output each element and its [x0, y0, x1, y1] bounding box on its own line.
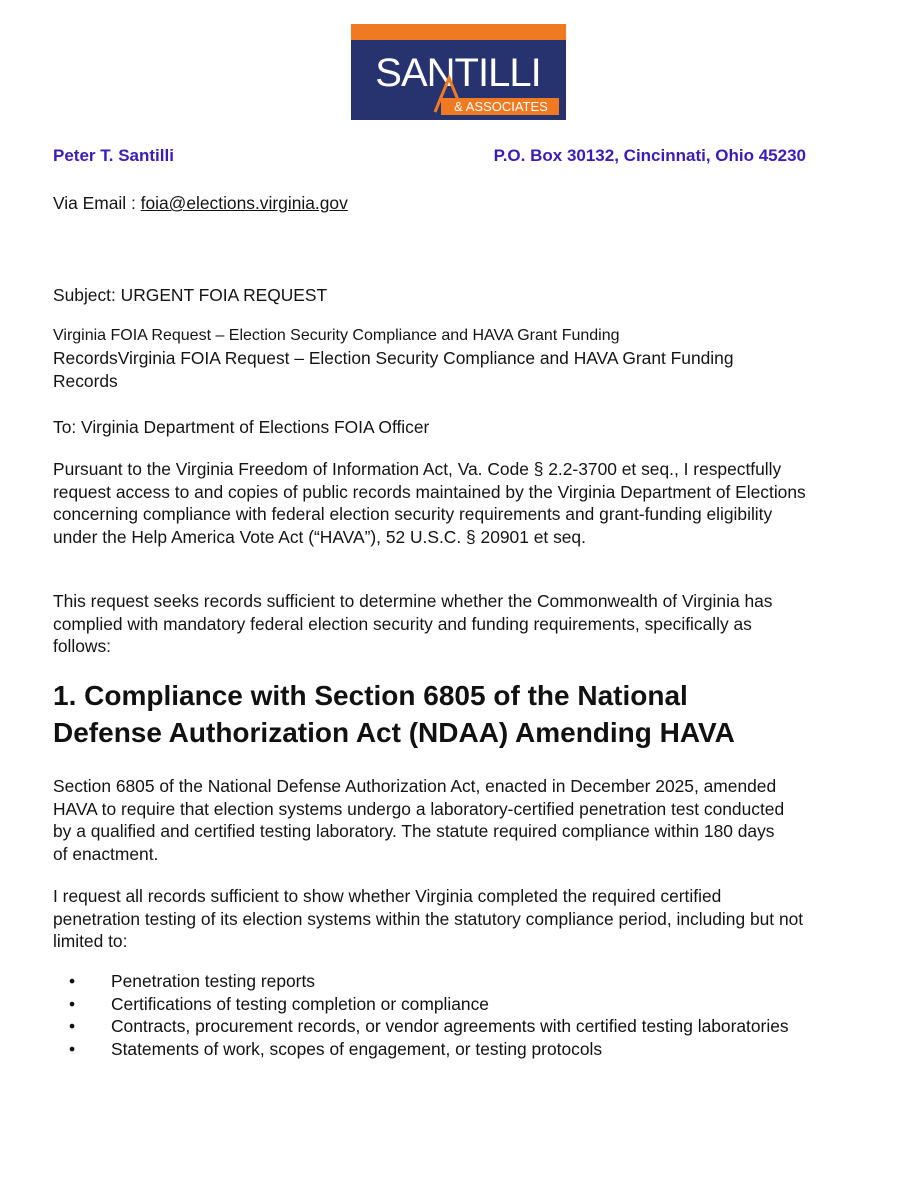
request-title-line-1: Virginia FOIA Request – Election Security Compliance and HAVA Grant Funding [53, 327, 620, 344]
records-request-paragraph: I request all records sufficient to show whether Virginia completed the required certified penetration testing of its election systems within the statutory compliance period, including but not limited to: [53, 886, 804, 951]
via-email-label: Via Email : [53, 193, 141, 213]
logo-artwork [351, 24, 566, 120]
email-link[interactable]: foia@elections.virginia.gov [140, 193, 348, 213]
bullet-text: Certifications of testing completion or compliance [111, 993, 489, 1014]
sender-address: P.O. Box 30132, Cincinnati, Ohio 45230 [493, 146, 806, 165]
sender-name: Peter T. Santilli [53, 146, 174, 165]
request-title-line-2: RecordsVirginia FOIA Request – Election Security Compliance and HAVA Grant Funding [53, 348, 734, 368]
scope-paragraph: This request seeks records sufficient to determine whether the Commonwealth of Virginia has complied with mandatory federal election security and funding requirements, specifically as follows: [53, 591, 773, 656]
list-item [53, 993, 833, 1016]
list-item [53, 970, 833, 993]
bullet-marker: • [69, 993, 76, 1014]
bullet-text: Contracts, procurement records, or vendor agreements with certified testing laboratories [111, 1016, 789, 1036]
logo-wordmark: SANTILLI [375, 51, 541, 95]
list-item [53, 1038, 833, 1061]
bullet-marker: • [69, 1038, 76, 1059]
bullet-marker: • [69, 971, 76, 991]
intro-paragraph: Pursuant to the Virginia Freedom of Information Act, Va. Code § 2.2-3700 et seq., I respectfully request access to and copies of public records maintained by the Virginia Department of Elections concerning compliance with federal election security requirements and grant-funding eligibility under the Help America Vote Act (“HAVA”), 52 U.S.C. § 20901 et seq. [53, 459, 806, 547]
bullet-text: Statements of work, scopes of engagement, or testing protocols [111, 1038, 603, 1059]
records-bullet-list [53, 970, 833, 1060]
request-title-line-3: Records [53, 370, 118, 391]
request-title-block [53, 325, 823, 392]
ndaa-paragraph: Section 6805 of the National Defense Authorization Act, enacted in December 2025, amended HAVA to require that election systems undergo a laboratory-certified penetration test conducted by a qualified and certified testing laboratory. The statute required compliance within 180 days of enactment. [53, 776, 785, 864]
recipient-line: To: Virginia Department of Elections FOIA Officer [53, 417, 430, 437]
subject-line: Subject: URGENT FOIA REQUEST [53, 285, 328, 305]
logo-tagline: & ASSOCIATES [454, 99, 548, 114]
company-logo [351, 24, 566, 120]
bullet-marker: • [69, 1016, 76, 1036]
via-email-line [53, 192, 823, 215]
list-item [53, 1015, 791, 1038]
section-1-heading: 1. Compliance with Section 6805 of the National Defense Authorization Act (NDAA) Amending HAVA [53, 680, 735, 748]
bullet-text: Penetration testing reports [111, 971, 315, 991]
